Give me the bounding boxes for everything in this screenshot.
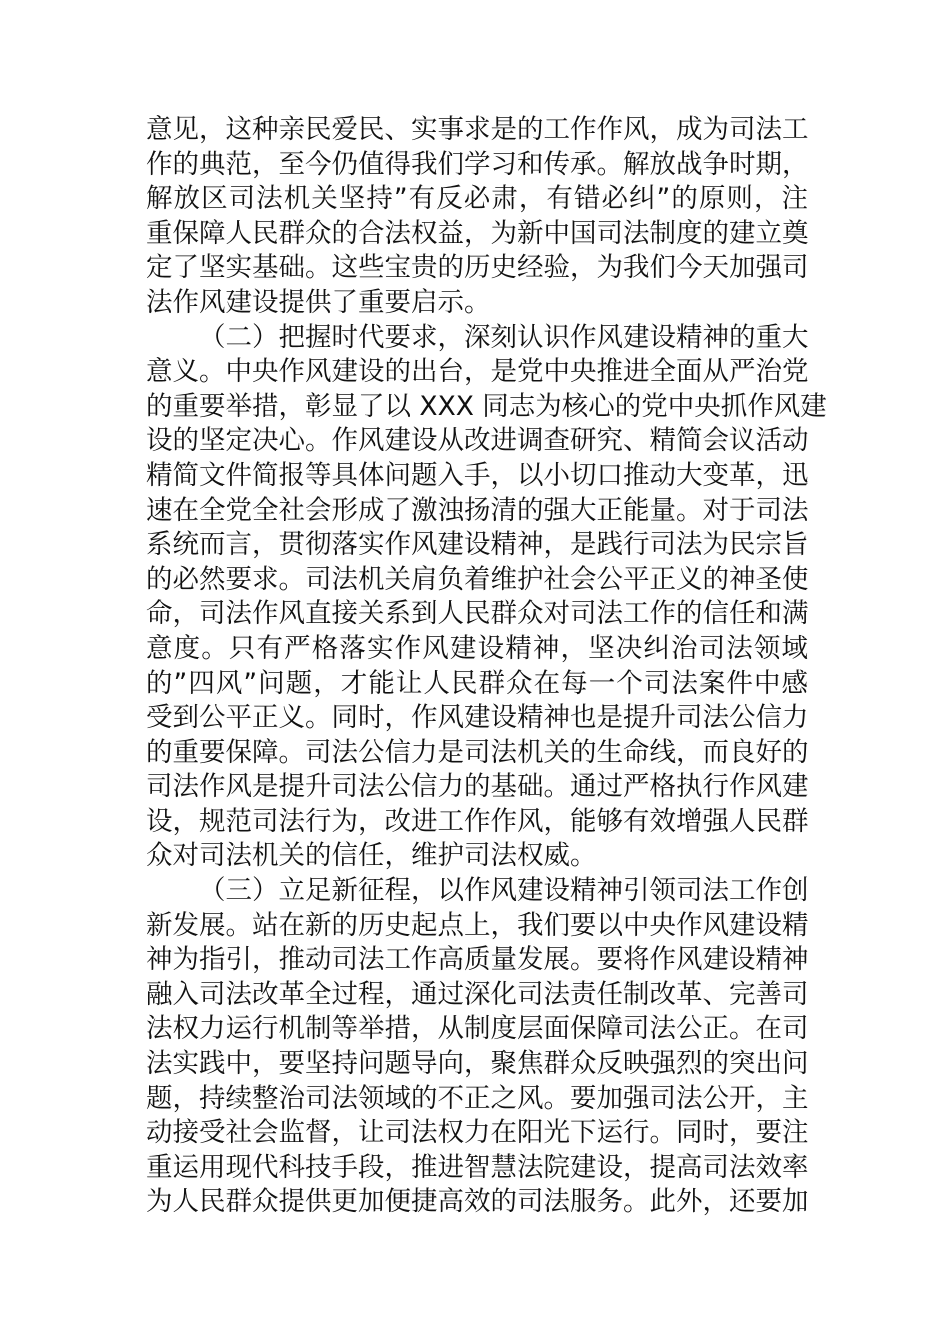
text-line: 新发展。站在新的历史起点上，我们要以中央作风建设精	[146, 909, 809, 941]
text-line: 司法作风是提升司法公信力的基础。通过严格执行作风建	[146, 771, 809, 803]
document-body	[146, 113, 827, 1220]
text-line: 的必然要求。司法机关肩负着维护社会公平正义的神圣使	[146, 563, 809, 595]
text-line: 的重要举措，彰显了以 XXX 同志为核心的党中央抓作风建	[146, 390, 827, 422]
section-heading-line: （二）把握时代要求，深刻认识作风建设精神的重大	[199, 321, 809, 353]
text-line: 速在全党全社会形成了激浊扬清的强大正能量。对于司法	[146, 494, 809, 526]
text-line: 的”四风”问题，才能让人民群众在每一个司法案件中感	[146, 667, 808, 699]
text-line: 神为指引，推动司法工作高质量发展。要将作风建设精神	[146, 944, 809, 976]
text-line: 重保障人民群众的合法权益，为新中国司法制度的建立奠	[146, 217, 809, 249]
text-line: 定了坚实基础。这些宝贵的历史经验，为我们今天加强司	[146, 252, 809, 284]
text-line: 解放区司法机关坚持”有反必肃，有错必纠”的原则，注	[146, 183, 808, 215]
text-line: 命，司法作风直接关系到人民群众对司法工作的信任和满	[146, 598, 809, 630]
text-line: 精简文件简报等具体问题入手，以小切口推动大变革，迅	[146, 459, 809, 491]
text-line: 法实践中，要坚持问题导向，聚焦群众反映强烈的突出问	[146, 1048, 809, 1080]
text-line: 受到公平正义。同时，作风建设精神也是提升司法公信力	[146, 702, 809, 734]
text-line: 众对司法机关的信任，维护司法权威。	[146, 840, 597, 872]
paragraph-section-three	[146, 874, 808, 1220]
text-line: 重运用现代科技手段，推进智慧法院建设，提高司法效率	[146, 1151, 809, 1183]
paragraph-section-two	[146, 321, 827, 875]
text-line: 作的典范，至今仍值得我们学习和传承。解放战争时期，	[146, 148, 809, 180]
text-line: 意见，这种亲民爱民、实事求是的工作作风，成为司法工	[146, 114, 809, 145]
text-line: 动接受社会监督，让司法权力在阳光下运行。同时，要注	[146, 1117, 809, 1149]
section-heading-line: （三）立足新征程，以作风建设精神引领司法工作创	[199, 875, 809, 907]
text-line: 设的坚定决心。作风建设从改进调查研究、精简会议活动	[146, 425, 809, 457]
text-line: 题，持续整治司法领域的不正之风。要加强司法公开，主	[146, 1082, 809, 1114]
text-line: 融入司法改革全过程，通过深化司法责任制改革、完善司	[146, 978, 809, 1010]
text-line: 意义。中央作风建设的出台，是党中央推进全面从严治党	[146, 356, 809, 388]
text-line: 为人民群众提供更加便捷高效的司法服务。此外，还要加	[146, 1186, 809, 1218]
text-line: 系统而言，贯彻落实作风建设精神，是践行司法为民宗旨	[146, 529, 809, 561]
text-line: 的重要保障。司法公信力是司法机关的生命线，而良好的	[146, 736, 809, 768]
text-line: 设，规范司法行为，改进工作作风，能够有效增强人民群	[146, 805, 809, 837]
text-line: 法权力运行机制等举措，从制度层面保障司法公正。在司	[146, 1013, 809, 1045]
text-line: 法作风建设提供了重要启示。	[146, 286, 491, 318]
paragraph-history-experience	[146, 113, 808, 321]
text-line: 意度。只有严格落实作风建设精神，坚决纠治司法领域	[146, 632, 808, 664]
